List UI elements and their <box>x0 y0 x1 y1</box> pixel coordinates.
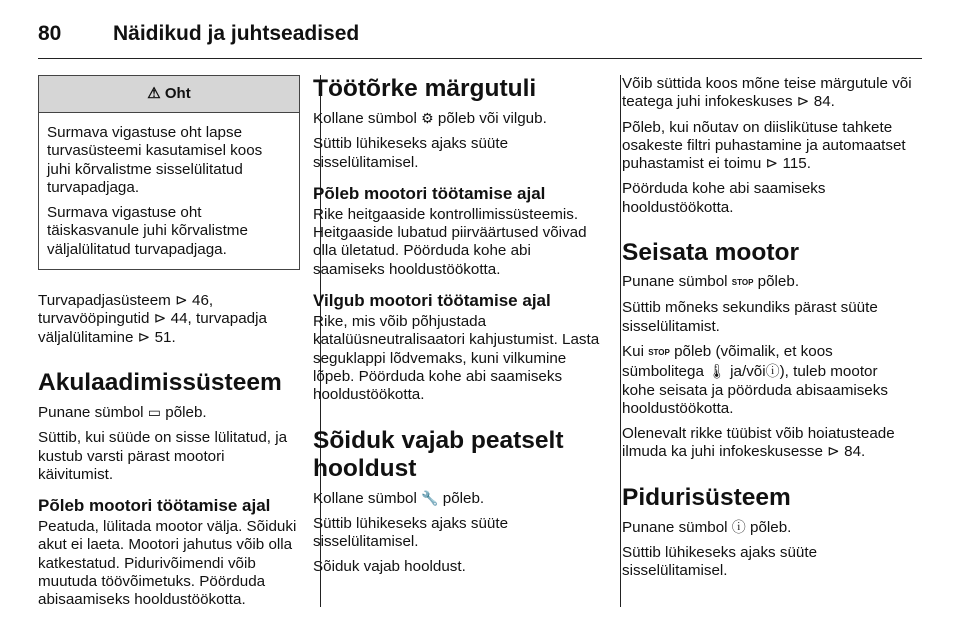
service-text-1: Süttib lühikeseks ajaks süüte sisselülitamisel. <box>313 514 509 551</box>
section-title-charging: Akulaadimissüsteem <box>38 368 282 396</box>
col3-text-1: Võib süttida koos mõne teise märgutule või teatega juhi infokeskuses ⊳ 84. <box>622 75 912 111</box>
warning-box <box>38 75 300 270</box>
stop-text-1: Süttib mõneks sekundiks pärast süüte sisselülitamist. <box>622 299 878 335</box>
brake-icon: ⓘ <box>765 363 780 380</box>
brake-icon: ⓘ <box>731 518 746 535</box>
stop-icon: STOP <box>648 347 670 357</box>
subtitle-charging-on: Põleb mootori töötamise ajal <box>38 496 271 516</box>
service-text-2: Sõiduk vajab hooldust. <box>313 558 466 576</box>
column-2 <box>313 75 603 584</box>
warning-label: Oht <box>164 85 191 102</box>
charging-symbol-text: Punane sümbol ▭ põleb. <box>38 403 207 421</box>
subtitle-malfunction-on: Põleb mootori töötamise ajal <box>313 183 546 203</box>
stop-text-2: Kui STOP põleb (võimalik, et koos sümbolitega 🌡 ja/võiⓘ), tuleb mootor kohe seisata ja pöörduda abisaamiseks hooldustöökotta. <box>622 342 888 417</box>
column-1 <box>38 75 300 617</box>
stop-icon: STOP <box>731 278 754 288</box>
page-ref-icon: ⊳ <box>137 328 151 346</box>
warning-text-2: Surmava vigastuse oht täiskasvanule juhi kõrvalistme väljalülitatud turvapadjaga. <box>47 204 248 258</box>
engine-icon: ⚙ <box>421 110 434 126</box>
malfunction-symbol-text: Kollane sümbol ⚙ põleb või vilgub. <box>313 110 547 127</box>
malfunction-flash-text: Rike, mis võib põhjustada katalüüsneutralisaatori kahjustumist. Lasta seguklappi lõdvemaks, kuni vilkumine lõpeb. Pöörduda kohe abi saamiseks hooldustöökotta. <box>313 313 600 404</box>
warning-text-1: Surmava vigastuse oht lapse turvasüsteemi kasutamisel koos juhi kõrvalistme sisselülitatud turvapadjaga. <box>47 124 263 196</box>
page-number: 80 <box>38 22 62 45</box>
wrench-icon: 🔧 <box>421 489 439 506</box>
battery-icon: ▭ <box>147 403 162 420</box>
page-header <box>38 22 359 46</box>
cross-references: Turvapadjasüsteem ⊳ 46, turvavööpingutid ⊳ 44, turvapadja väljalülitamine ⊳ 51. <box>38 292 267 346</box>
section-title-brake: Pidurisüsteem <box>622 483 791 511</box>
page-ref-icon: ⊳ <box>175 292 188 310</box>
header-rule <box>38 58 922 59</box>
section-title-service: Sõiduk vajab peatselt hooldust <box>313 426 564 482</box>
brake-text: Süttib lühikeseks ajaks süüte sisselülitamisel. <box>622 544 818 580</box>
malfunction-on-text: Rike heitgaaside kontrollimissüsteemis. Heitgaaside lubatud piirväärtused võivad olla ületatud. Pöörduda kohe abi saamiseks hooldustöökotta. <box>313 205 587 278</box>
col3-text-3: Pöörduda kohe abi saamiseks hooldustöökotta. <box>622 180 826 216</box>
malfunction-text: Süttib lühikeseks ajaks süüte sisselülitamisel. <box>313 135 509 171</box>
section-title-malfunction: Töötõrke märgutuli <box>313 75 537 102</box>
page-title: Näidikud ja juhtseadised <box>113 22 360 45</box>
warning-body <box>39 113 299 269</box>
section-title-stop: Seisata mootor <box>622 239 799 267</box>
warning-header <box>39 76 299 113</box>
page-ref-icon: ⊳ <box>153 310 167 328</box>
page-ref-icon: ⊳ <box>765 155 779 173</box>
subtitle-malfunction-flash: Vilgub mootori töötamise ajal <box>313 291 551 311</box>
service-symbol-text: Kollane sümbol 🔧 põleb. <box>313 489 485 507</box>
col3-text-2: Põleb, kui nõutav on diislikütuse tahkete osakeste filtri puhastamine ja automaatset puhastamist ei toimu ⊳ 115. <box>622 118 906 173</box>
stop-text-3: Olenevalt rikke tüübist võib hoiatusteade ilmuda ka juhi infokeskusesse ⊳ 84. <box>622 425 895 461</box>
stop-symbol-text: Punane sümbol STOP põleb. <box>622 273 800 291</box>
brake-symbol-text: Punane sümbol ⓘ põleb. <box>622 518 792 536</box>
page-ref-icon: ⊳ <box>796 93 810 111</box>
page-ref-icon: ⊳ <box>827 443 840 461</box>
charging-on-text: Peatuda, lülitada mootor välja. Sõiduki akut ei laeta. Mootori jahutus võib olla katkestatud. Pidurivõimendi võib muutuda töövõimetuks. Pöörduda abisaamiseks hooldustöökotta. <box>38 518 297 609</box>
column-3 <box>622 75 912 588</box>
coolant-temperature-icon: 🌡 <box>708 363 726 380</box>
column-divider <box>620 75 621 607</box>
warning-triangle-icon: ⚠ <box>147 85 161 102</box>
charging-text: Süttib, kui süüde on sisse lülitatud, ja kustub varsti pärast mootori käivitumist. <box>38 429 288 483</box>
